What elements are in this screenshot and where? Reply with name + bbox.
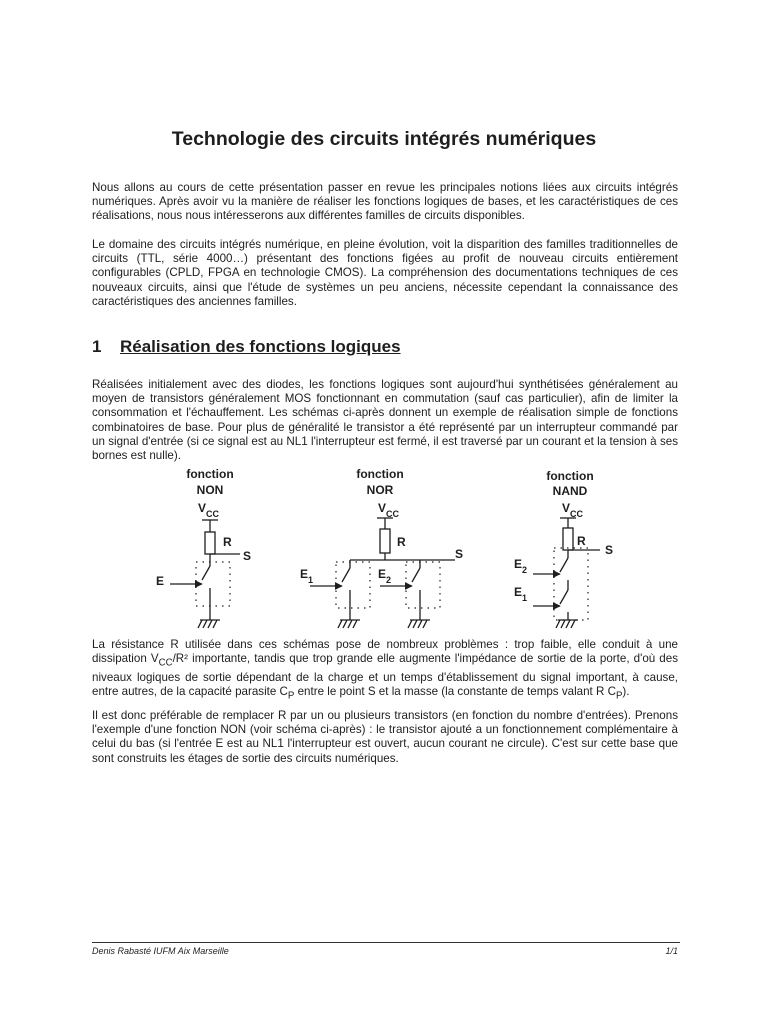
footer-page-number: 1/1 — [665, 946, 678, 956]
nor-s-label: S — [455, 547, 464, 561]
nand-r-label: R — [577, 534, 586, 548]
page-title: Technologie des circuits intégrés numériques — [171, 128, 597, 150]
non-label-name: NON — [196, 483, 224, 497]
non-vcc-label: $V_{CC}$ — [198, 501, 220, 519]
nor-switch-1 — [342, 568, 350, 582]
section-paragraph-3: Il est donc préférable de remplacer R par un ou plusieurs transistors (en fonction du nombre d'entrées). Prenons l'exemple d'une fonction NON (voir schéma ci-après) : le transistor ajouté a un fonctionnement complémentaire à celui du bas (si l'entrée E est au NL1 l'interrupteur est ouvert, aucun courant ne circule). C'est sur cette base que sont construits les étages de sortie des circuits numériques. — [92, 709, 678, 765]
nand-e1-label: $E_1$ — [514, 585, 528, 603]
section-title: Réalisation des fonctions logiques — [120, 337, 401, 356]
nor-label-name: NOR — [366, 483, 394, 497]
nand-switch-2 — [560, 558, 568, 572]
non-e-label: E — [156, 574, 165, 588]
nor-label-fonction: fonction — [356, 467, 404, 481]
nor-vcc-label: $V_{CC}$ — [378, 501, 400, 519]
nor-switch-2 — [412, 568, 420, 582]
non-r-label: R — [223, 535, 232, 549]
nor-r-label: R — [397, 535, 406, 549]
non-ground-icon — [198, 620, 217, 628]
section-heading — [92, 337, 678, 357]
nand-diagram — [533, 518, 600, 628]
non-resistor — [205, 532, 215, 554]
nand-s-label: S — [605, 543, 614, 557]
non-switch — [202, 566, 210, 580]
nand-label-name: NAND — [552, 484, 588, 498]
nand-switch-1 — [560, 590, 568, 604]
nor-ground-icon-2 — [408, 620, 427, 628]
footer-author: Denis Rabasté IUFM Aix Marseille — [92, 946, 229, 956]
intro-paragraph-1: Nous allons au cours de cette présentation passer en revue les principales notions liées aux circuits intégrés numériques. Après avoir vu la manière de réaliser les fonctions logiques de bases, et les caractéristiques de ces réalisations, nous nous intéresserons aux différentes familles de circuits disponibles. — [92, 181, 678, 223]
nand-e2-label: $E_2$ — [514, 557, 528, 575]
section-paragraph-2: La résistance R utilisée dans ces schémas pose de nombreux problèmes : trop faible, elle conduit à une dissipation $V_{CC}/R^2$ importante, tandis que trop grande elle augmente l'impédance de sortie de la porte, d'où des niveaux logiques de sortie dépendant de la charge et un temps d'établissement du signal important, à cause, entre autres, de la capacité parasite $C_P$ entre le point S et la masse (la constante de temps valant R $C_P$). — [92, 638, 678, 702]
nor-ground-icon-1 — [338, 620, 357, 628]
nor-resistor — [380, 529, 390, 553]
nand-resistor — [563, 528, 573, 550]
section-number: 1 — [92, 337, 102, 356]
nand-ground-icon — [556, 620, 575, 628]
non-label-fonction: fonction — [186, 467, 234, 481]
nand-label-fonction: fonction — [546, 469, 594, 483]
logic-gate-diagrams — [140, 462, 630, 640]
intro-paragraph-2: Le domaine des circuits intégrés numérique, en pleine évolution, voit la disparition des familles traditionnelles de circuits (TTL, série 4000…) présentant des fonctions figées au profit de nouveau circuits entièrement configurables (CPLD, FPGA en technologie CMOS). La compréhension des documentations techniques de ces nouveaux circuits, ainsi que l'étude de systèmes un peu anciens, nécessite cependant la connaissance des caractéristiques des anciennes familles. — [92, 238, 678, 308]
nand-vcc-label: $V_{CC}$ — [562, 501, 584, 519]
footer-divider — [92, 942, 680, 943]
nor-e2-label: $E_2$ — [378, 567, 392, 585]
nor-e1-label: $E_1$ — [300, 567, 314, 585]
section-paragraph-1: Réalisées initialement avec des diodes, les fonctions logiques sont aujourd'hui synthétisées généralement au moyen de transistors généralement MOS fonctionnant en commutation (sauf cas particulier), afin de limiter la consommation et l'échauffement. Les schémas ci-après donnent un exemple de réalisation simple de fonctions combinatoires de base. Pour plus de généralité le transistor a été représenté par un interrupteur commandé par un signal d'entrée (si ce signal est au NL1 l'interrupteur est fermé, il est traversé par un courant et la tension à ses bornes est nulle). — [92, 378, 678, 463]
non-s-label: S — [243, 549, 252, 563]
